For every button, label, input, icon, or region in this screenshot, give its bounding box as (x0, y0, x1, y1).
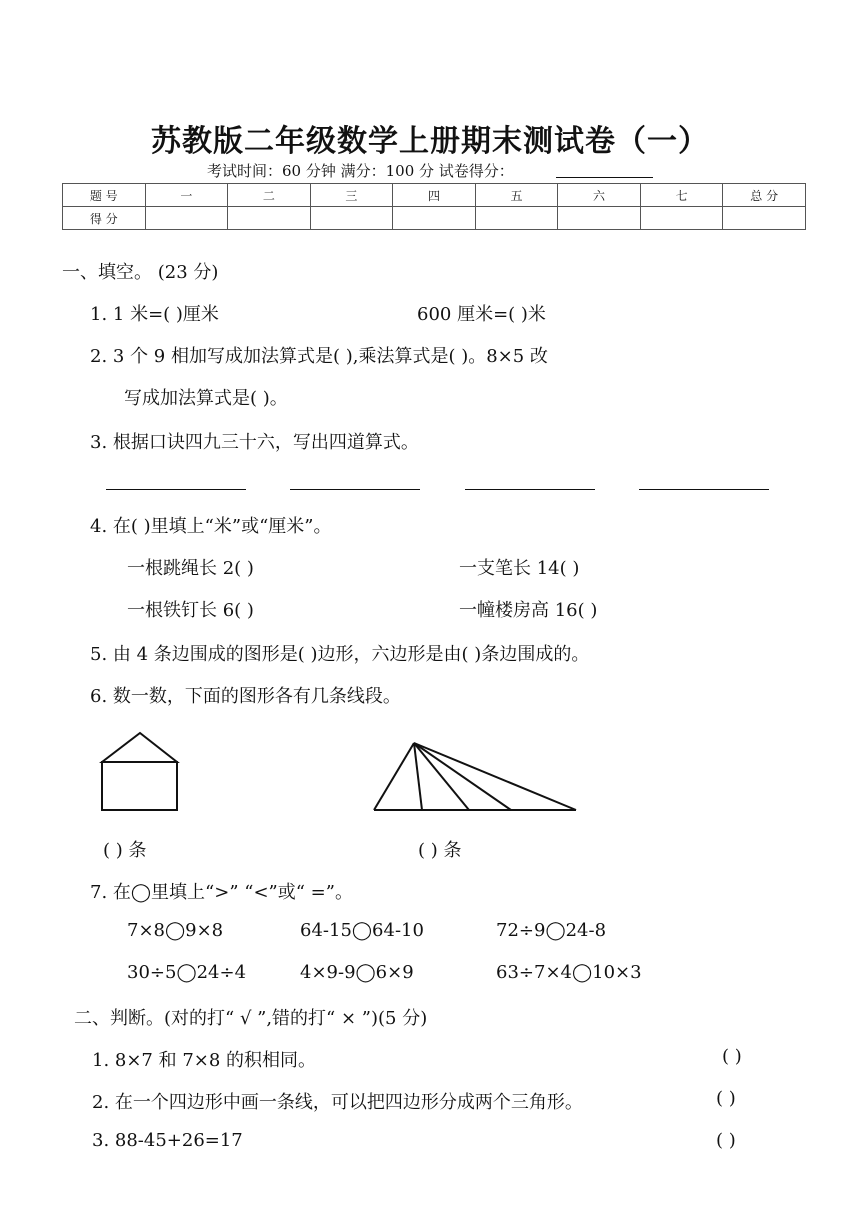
score-cell: 七 (640, 184, 723, 207)
judge-paren-1[interactable]: ( ) (722, 1046, 742, 1067)
score-row-label: 得 分 (63, 207, 146, 230)
score-cell: 总 分 (723, 184, 806, 207)
triangle-fan-figure (374, 743, 576, 810)
score-cell: 二 (228, 184, 311, 207)
judge-item-2: 2. 在一个四边形中画一条线，可以把四边形分成两个三角形。 (92, 1092, 583, 1113)
q7-item: 63÷7×4◯10×3 (496, 962, 642, 983)
score-cell: 题 号 (63, 184, 146, 207)
q1-part-b: 600 厘米=( )米 (417, 304, 546, 325)
q6-stem: 6. 数一数，下面的图形各有几条线段。 (90, 686, 401, 707)
score-cell: 五 (475, 184, 558, 207)
q7-stem: 7. 在◯里填上“>” “<”或“ =”。 (90, 882, 353, 903)
q6-answer-b: ( ) 条 (418, 840, 462, 861)
q7-item: 7×8◯9×8 (127, 920, 224, 941)
house-figure (102, 733, 177, 810)
judge-item-3: 3. 88-45+26=17 (92, 1130, 243, 1151)
q3-stem: 3. 根据口诀四九三十六，写出四道算式。 (90, 432, 419, 453)
section1-heading: 一、填空。 (23 分) (62, 262, 219, 283)
q7-item: 30÷5◯24÷4 (127, 962, 247, 983)
judge-item-1: 1. 8×7 和 7×8 的积相同。 (92, 1050, 317, 1071)
q1-part-a: 1. 1 米=( )厘米 (90, 304, 219, 325)
q2-line1: 2. 3 个 9 相加写成加法算式是( ),乘法算式是( )。8×5 改 (90, 346, 548, 367)
score-cell: 六 (558, 184, 641, 207)
score-cell: 一 (145, 184, 228, 207)
judge-paren-2[interactable]: ( ) (716, 1088, 736, 1109)
q4-item-a: 一根跳绳长 2( ) (127, 558, 254, 579)
q5: 5. 由 4 条边围成的图形是( )边形，六边形是由( )条边围成的。 (90, 644, 590, 665)
q4-item-c: 一根铁钉长 6( ) (127, 600, 254, 621)
exam-info: 考试时间：60 分钟 满分：100 分 试卷得分： (207, 162, 514, 180)
page-title: 苏教版二年级数学上册期末测试卷（一） (151, 124, 709, 159)
score-cell: 四 (393, 184, 476, 207)
section2-heading: 二、判断。(对的打“ √ ”,错的打“ × ”)(5 分) (74, 1008, 428, 1029)
q4-item-d: 一幢楼房高 16( ) (459, 600, 598, 621)
q7-item: 4×9-9◯6×9 (300, 962, 414, 983)
q4-item-b: 一支笔长 14( ) (459, 558, 580, 579)
score-cell: 三 (310, 184, 393, 207)
q7-item: 72÷9◯24-8 (496, 920, 607, 941)
q4-stem: 4. 在( )里填上“米”或“厘米”。 (90, 516, 332, 537)
judge-paren-3[interactable]: ( ) (716, 1130, 736, 1151)
q7-item: 64-15◯64-10 (300, 920, 424, 941)
q6-answer-a: ( ) 条 (103, 840, 147, 861)
q2-line2: 写成加法算式是( )。 (124, 388, 288, 409)
